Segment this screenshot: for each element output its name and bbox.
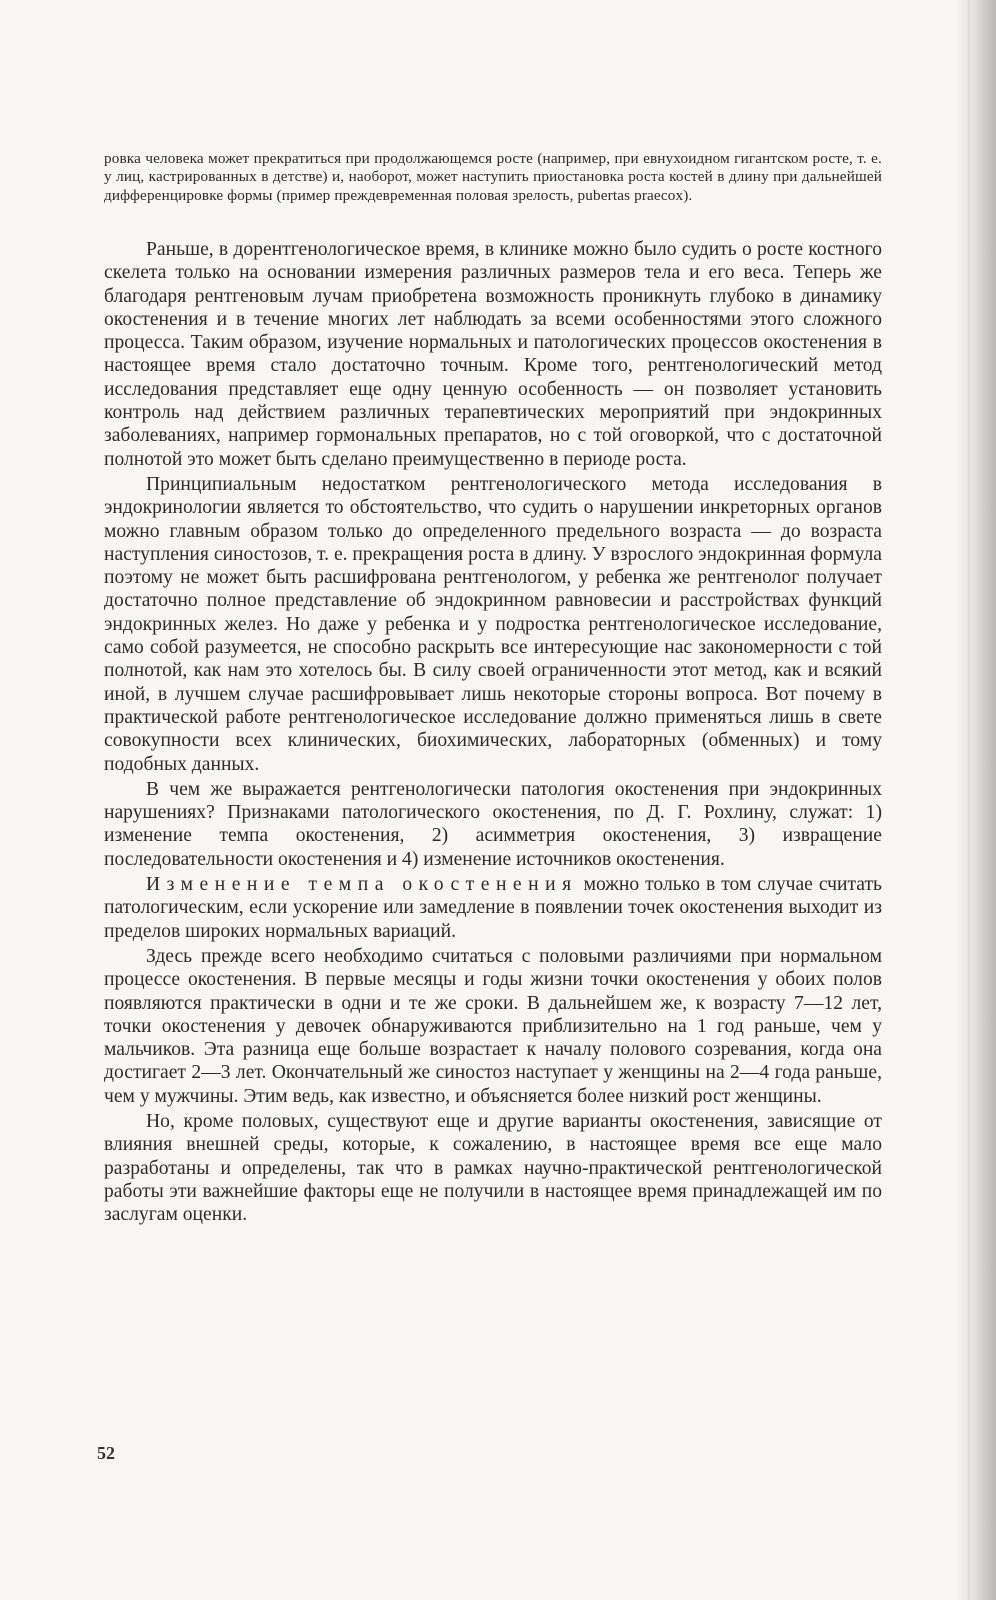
paragraph-4 bbox=[104, 873, 882, 943]
paragraph-2: Принципиальным недостатком рентгенологического метода исследования в эндокринологии является то обстоятельство, что судить о нарушении инкреторных органов можно главным образом только до определенного предельного возраста — до возраста наступления синостозов, т. е. прекращения роста в длину. У взрослого эндокринная формула поэтому не может быть расшифрована рентгенологом, у ребенка же рентгенолог получает достаточно полное представление об эндокринном равновесии и расстройствах функций эндокринных желез. Но даже у ребенка и у подростка рентгенологическое исследование, само собой разумеется, не способно раскрыть все интересующие нас закономерности с той полнотой, как нам это хотелось бы. В силу своей ограниченности этот метод, как и всякий иной, в лучшем случае расшифровывает лишь некоторые стороны вопроса. Вот почему в практической работе рентгенологическое исследование должно применяться лишь в свете совокупности всех клинических, биохимических, лабораторных (обменных) и тому подобных данных. bbox=[104, 473, 882, 775]
paragraph-4-text: можно только в том случае считать патологическим, если ускорение или замедление в появлении точек окостенения выходит из пределов широких нормальных вариаций. bbox=[104, 874, 882, 942]
page-binding-shadow bbox=[956, 0, 996, 1600]
intro-fragment: ровка человека может прекратиться при продолжающемся росте (например, при евнухоидном гигантском росте, т. е. у лиц, кастрированных в детстве) и, наоборот, может наступить приостановка роста костей в длину при дальнейшей дифференцировке формы (пример преждевременная половая зрелость, pubertas praecox). bbox=[104, 150, 882, 204]
paragraph-1: Раньше, в дорентгенологическое время, в клинике можно было судить о росте костного скелета только на основании измерения различных размеров тела и его веса. Теперь же благодаря рентгеновым лучам приобретена возможность проникнуть глубоко в динамику окостенения и в течение многих лет наблюдать за всеми особенностями этого сложного процесса. Таким образом, изучение нормальных и патологических процессов окостенения в настоящее время стало достаточно точным. Кроме того, рентгенологический метод исследования представляет еще одну ценную особенность — он позволяет установить контроль над действием различных терапевтических мероприятий при эндокринных заболеваниях, например гормональных препаратов, но с той оговоркой, что с достаточной полнотой это может быть сделано преимущественно в периоде роста. bbox=[104, 239, 882, 470]
emphasis-term: Изменение темпа окостенения bbox=[146, 874, 578, 896]
paragraph-6: Но, кроме половых, существуют еще и другие варианты окостенения, зависящие от влияния внешней среды, которые, к сожалению, в настоящее время все еще мало разработаны и определены, так что в рамках научно-практической рентгенологической работы эти важнейшие факторы еще не получили в настоящее время принадлежащей им по заслугам оценки. bbox=[104, 1110, 882, 1226]
paragraph-5: Здесь прежде всего необходимо считаться с половыми различиями при нормальном процессе окостенения. В первые месяцы и годы жизни точки окостенения у обоих полов появляются практически в одни и те же сроки. В дальнейшем же, к возрасту 7—12 лет, точки окостенения у девочек обнаруживаются приблизительно на 1 год раньше, чем у мальчиков. Эта разница еще больше возрастает к началу полового созревания, когда она достигает 2—3 лет. Окончательный же синостоз наступает у женщины на 2—4 года раньше, чем у мужчины. Этим ведь, как известно, и объясняется более низкий рост женщины. bbox=[104, 945, 882, 1107]
page-number: 52 bbox=[97, 1443, 115, 1463]
paragraph-3: В чем же выражается рентгенологически патология окостенения при эндокринных нарушениях? Признаками патологического окостенения, по Д. Г. Рохлину, служат: 1) изменение темпа окостенения, 2) асимметрия окостенения, 3) извращение последовательности окостенения и 4) изменение источников окостенения. bbox=[104, 778, 882, 870]
main-text bbox=[104, 238, 882, 1226]
